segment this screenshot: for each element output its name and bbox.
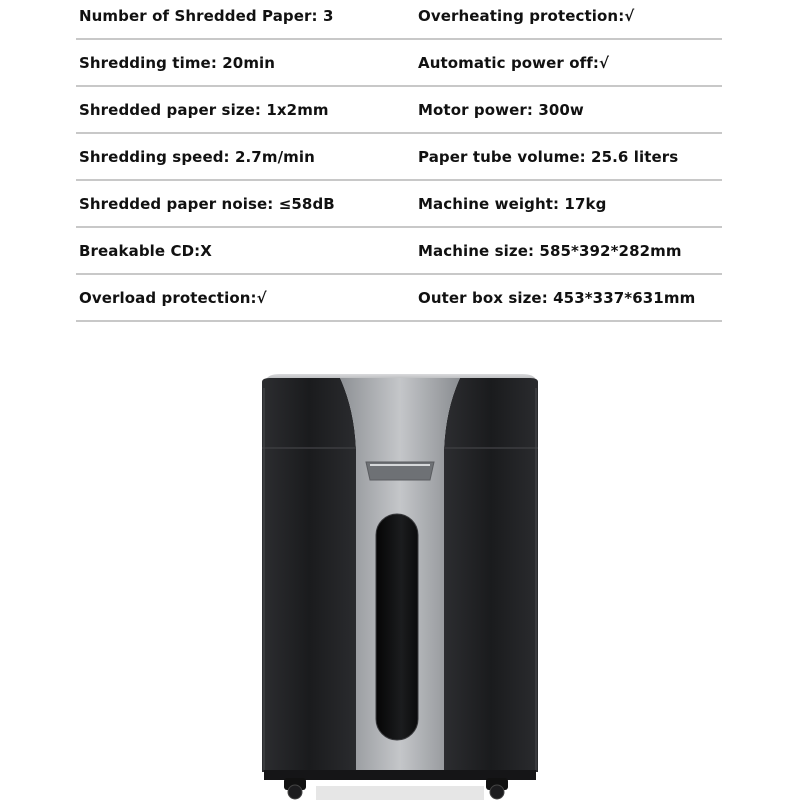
spec-row bbox=[76, 40, 722, 87]
shredder-product-image bbox=[250, 368, 550, 800]
left-body-panel bbox=[262, 378, 356, 772]
spec-overheating-protection: Overheating protection:√ bbox=[418, 7, 635, 25]
spec-automatic-power-off: Automatic power off:√ bbox=[418, 53, 610, 72]
right-body-panel bbox=[444, 378, 538, 772]
spec-paper-tube-volume: Paper tube volume: 25.6 liters bbox=[418, 147, 679, 166]
spec-motor-power: Motor power: 300w bbox=[418, 100, 584, 119]
spec-machine-size: Machine size: 585*392*282mm bbox=[418, 241, 682, 260]
spec-outer-box-size: Outer box size: 453*337*631mm bbox=[418, 288, 696, 307]
spec-shredding-speed: Shredding speed: 2.7m/min bbox=[79, 147, 315, 166]
spec-row bbox=[76, 87, 722, 134]
caster-wheel-icon bbox=[284, 778, 306, 799]
spec-table bbox=[76, 0, 722, 322]
spec-row bbox=[76, 0, 722, 40]
spec-shredded-paper-noise: Shredded paper noise: ≤58dB bbox=[79, 194, 335, 213]
spec-shredding-time: Shredding time: 20min bbox=[79, 53, 276, 72]
spec-shredded-paper-size: Shredded paper size: 1x2mm bbox=[79, 100, 329, 119]
viewing-window bbox=[376, 514, 418, 740]
spec-number-of-shredded-paper: Number of Shredded Paper: 3 bbox=[79, 7, 334, 25]
spec-overload-protection: Overload protection:√ bbox=[79, 288, 267, 307]
caster-wheel-icon bbox=[486, 778, 508, 799]
spec-machine-weight: Machine weight: 17kg bbox=[418, 194, 607, 213]
spec-row bbox=[76, 134, 722, 181]
shredder-illustration bbox=[250, 368, 550, 800]
spec-breakable-cd: Breakable CD:X bbox=[79, 241, 212, 260]
spec-row bbox=[76, 181, 722, 228]
spec-row bbox=[76, 275, 722, 322]
spec-row bbox=[76, 228, 722, 275]
